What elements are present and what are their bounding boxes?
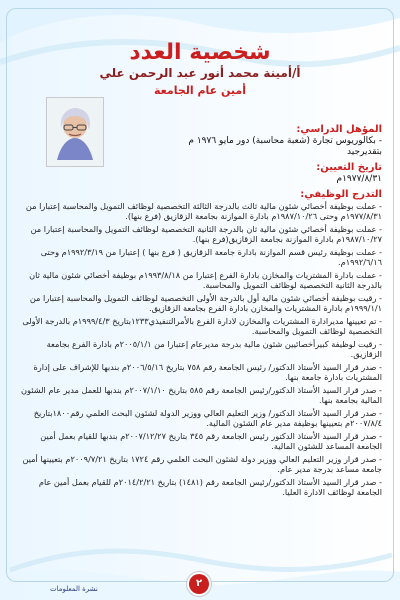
page-title: شخصية العدد: [129, 40, 271, 65]
career-item: - تم تعيينها مديرادارة المشتريات والمخازن لادارة الفرع بالأمرالتنفيذي١٢٣٣بتاريخ ١٩٩٩/٤/٣م بالدرجة الأولى التخصصية لوظائف التمويل والمحاسبة.: [22, 316, 382, 336]
qualification-line-1: - بكالوريوس تجارة (شعبة محاسبة) دور مايو ١٩٧٦ م: [188, 136, 382, 146]
qualification-section: [18, 124, 382, 158]
career-item: - عملت بادارة المشتريات والمخازن بادارة الفرع إعتبارا من ١٩٩٣/٨/١٨م بوظيفة أخصائي شئون مالية ثان بالدرجة الثانية التخصصية لوظائف التمويل والمحاسبة.: [29, 270, 382, 290]
career-item: - صدر قرار السيد الأستاذ الدكتور/رئيس الجامعة رقم ٥٨٥ بتاريخ ٢٠٠٧/١/١٠م بندبها للعمل مدير عام الشئون المالية بجامعة بنها.: [21, 385, 382, 405]
person-role: أمين عام الجامعة: [154, 84, 246, 97]
qualification-title: المؤهل الدراسي:: [296, 124, 382, 135]
publication-name: نشرة المعلومات: [50, 585, 98, 593]
page-number-badge: ٢: [189, 574, 209, 594]
career-item: - رقيت لوظيفة كبيرأخصائيين شئون مالية بدرجة مديرعام إعتبارا من ٢٠٠٥/١/١م بادارة الفرع بجامعة الزقازيق.: [46, 339, 382, 359]
footer: [0, 578, 400, 594]
career-section: [18, 189, 382, 497]
appointment-date: ١٩٧٧/٨/٣١م: [336, 174, 382, 184]
career-item: - عملت بوظيفة رئيس قسم الموازنة بادارة جامعة الزقازيق ( فرع بنها ) إعتبارا من ١٩٩٢/٣/١٩م وحتى ١٩٩٢/٦/١٦م.: [40, 247, 382, 267]
career-item: - عملت بوظيفة أخصائي شئون مالية ثالث بالدرجة الثالثة التخصصية لوظائف التمويل والمحاسبة إعتبارا من ١٩٧٧/٨/٣١م وحتى ١٩٨٧/١٠/٢٦م بادارة الموازنة بجامعة الزقازيق (فرع بنها).: [25, 201, 382, 221]
qualification-line-2: بتقديرجيد: [347, 147, 382, 157]
person-name: أ/أمينة محمد أنور عبد الرحمن علي: [99, 66, 301, 80]
appointment-label: تاريخ التعيين:: [316, 162, 382, 173]
career-item: - صدر قرار السيد الأستاذ الدكتور رئيس الجامعة رقم ٣٤٥ بتاريخ ٢٠٠٧/١٢/٢٧م بندبها للقيام بعمل أمين الجامعة المساعد للشئون المالية.: [40, 431, 382, 451]
career-item: - صدر قرار السيد الأستاذ الدكتور/رئيس الجامعة رقم (١٤٨١) بتاريخ ٢٠١٤/٢/٢١م للقيام بعمل أمين عام الجامعة لوظائف الادارة العليا.: [38, 477, 382, 497]
career-list: [18, 201, 382, 497]
career-item: - صدر قرار السيد الأستاذ الدكتور/ وزير التعليم العالي ووزير الدولة لشئون البحث العلمي رقم١٨٠٠بتاريخ ٢٠٠٧/٨/٤م بتعيينها بوظيفة مدير عام الشئون المالية.: [33, 408, 382, 428]
career-item: - عملت بوظيفة أخصائي شئون مالية ثان بالدرجة الثانية التخصصية لوظائف التمويل والمحاسبة إعتبارا من ١٩٨٧/١٠/٢٧م بادارة الموازنة بجامعة الزقازيق(فرع بنها).: [30, 224, 382, 244]
appointment-section: [18, 162, 382, 185]
career-item: - صدر قرار وزير التعليم العالي ووزير دولة لشئون البحث العلمي رقم ١٧٢٤ بتاريخ ٢٠٠٩/٧/٢١م بتعيينها أمين جامعة مساعد بدرجة مدير عام.: [22, 454, 382, 474]
profile-content: [18, 120, 382, 500]
career-item: - رقيت بوظيفة أخصائي شئون مالية أول بالدرجة الأولى التخصصية لوظائف التمويل والمحاسبة إعتبارا من ١٩٩٩/١/١م بادارة المشتريات والمخازن بادارة الفرع بجامعة الزقازيق.: [29, 293, 382, 313]
career-item: - صدر قرار السيد الأستاذ الدكتور/ رئيس الجامعة رقم ٧٥٨ بتاريخ ٢٠٠٦/٥/١٦م بندبها للإشراف على إدارة المشتريات بادارة جامعة بنها.: [33, 362, 382, 382]
career-title: التدرج الوظيفي:: [300, 189, 382, 200]
